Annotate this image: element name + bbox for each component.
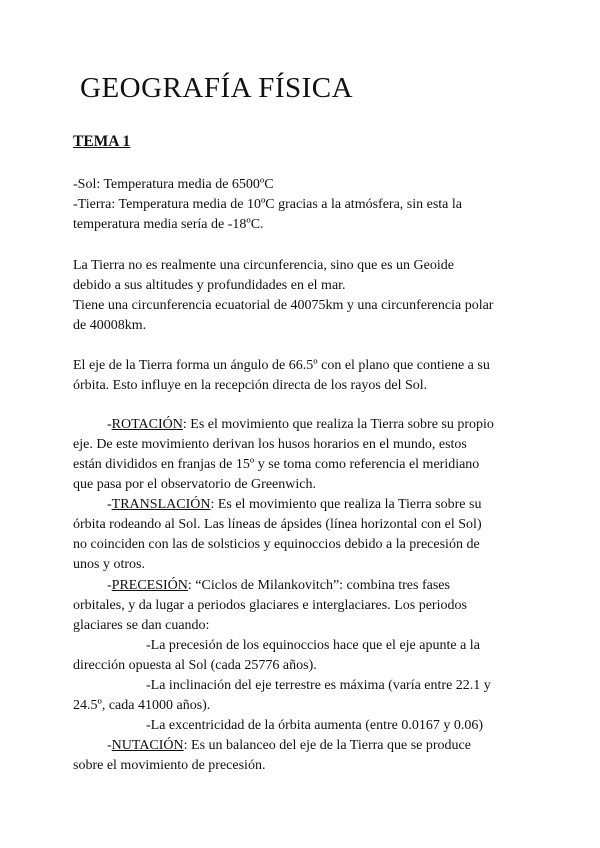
condition-2-first: -La inclinación del eje terrestre es máxima (varía entre 22.1 y	[146, 678, 491, 693]
precesion-first-line	[107, 576, 450, 596]
section-heading: TEMA 1	[73, 133, 131, 150]
condition-3-first: -La excentricidad de la órbita aumenta (entre 0.0167 y 0.06)	[146, 718, 484, 733]
translacion-first-rest: : Es el movimiento que realiza la Tierra sobre su	[210, 497, 482, 512]
tierra-line-2: temperatura media sería de -18ºC.	[73, 217, 264, 232]
translacion-line-2: órbita rodeando al Sol. Las líneas de ápsides (línea horizontal con el Sol)	[73, 517, 482, 532]
nutacion-line-2: sobre el movimiento de precesión.	[73, 758, 266, 773]
rotacion-first-rest: : Es el movimiento que realiza la Tierra sobre su propio	[182, 417, 494, 432]
precesion-term: PRECESIÓN	[111, 578, 188, 593]
geoide-line-2: debido a sus altitudes y profundidades en el mar.	[73, 278, 346, 293]
translacion-line-3: no coinciden con las de solsticios y equinoccios debido a la precesión de	[73, 537, 480, 552]
nutacion-term: NUTACIÓN	[111, 738, 184, 753]
geoide-line-1: La Tierra no es realmente una circunferencia, sino que es un Geoide	[73, 258, 454, 273]
translacion-first-line	[107, 495, 481, 515]
rotacion-first-line	[107, 415, 494, 435]
nutacion-prefix: -	[107, 738, 112, 753]
translacion-prefix: -	[107, 497, 112, 512]
sol-line: -Sol: Temperatura media de 6500ºC	[73, 177, 274, 192]
translacion-line-4: unos y otros.	[73, 557, 145, 572]
rotacion-line-3: están divididos en franjas de 15º y se toma como referencia el meridiano	[73, 457, 480, 472]
geoide-line-3: Tiene una circunferencia ecuatorial de 40075km y una circunferencia polar	[73, 298, 494, 313]
rotacion-line-2: eje. De este movimiento derivan los husos horarios en el mundo, estos	[73, 437, 467, 452]
translacion-term: TRANSLACIÓN	[111, 497, 211, 512]
eje-line-1: El eje de la Tierra forma un ángulo de 66.5º con el plano que contiene a su	[73, 358, 490, 373]
nutacion-first-rest: : Es un balanceo del eje de la Tierra que se produce	[183, 738, 471, 753]
rotacion-term: ROTACIÓN	[111, 417, 183, 432]
precesion-first-rest: : “Ciclos de Milankovitch”: combina tres fases	[187, 578, 450, 593]
condition-1-rest: dirección opuesta al Sol (cada 25776 años).	[73, 658, 317, 673]
document-title: GEOGRAFÍA FÍSICA	[80, 72, 354, 104]
precesion-prefix: -	[107, 578, 112, 593]
rotacion-prefix: -	[107, 417, 112, 432]
geoide-line-4: de 40008km.	[73, 318, 147, 333]
tierra-line-1: -Tierra: Temperatura media de 10ºC gracias a la atmósfera, sin esta la	[73, 197, 462, 212]
rotacion-line-4: que pasa por el observatorio de Greenwich.	[73, 477, 316, 492]
nutacion-first-line	[107, 736, 471, 756]
precesion-line-2: orbitales, y da lugar a periodos glaciares e interglaciares. Los periodos	[73, 598, 467, 613]
condition-2-rest: 24.5º, cada 41000 años).	[73, 698, 211, 713]
precesion-line-3: glaciares se dan cuando:	[73, 618, 210, 633]
condition-1-first: -La precesión de los equinoccios hace que el eje apunte a la	[146, 638, 480, 653]
eje-line-2: órbita. Esto influye en la recepción directa de los rayos del Sol.	[73, 378, 428, 393]
